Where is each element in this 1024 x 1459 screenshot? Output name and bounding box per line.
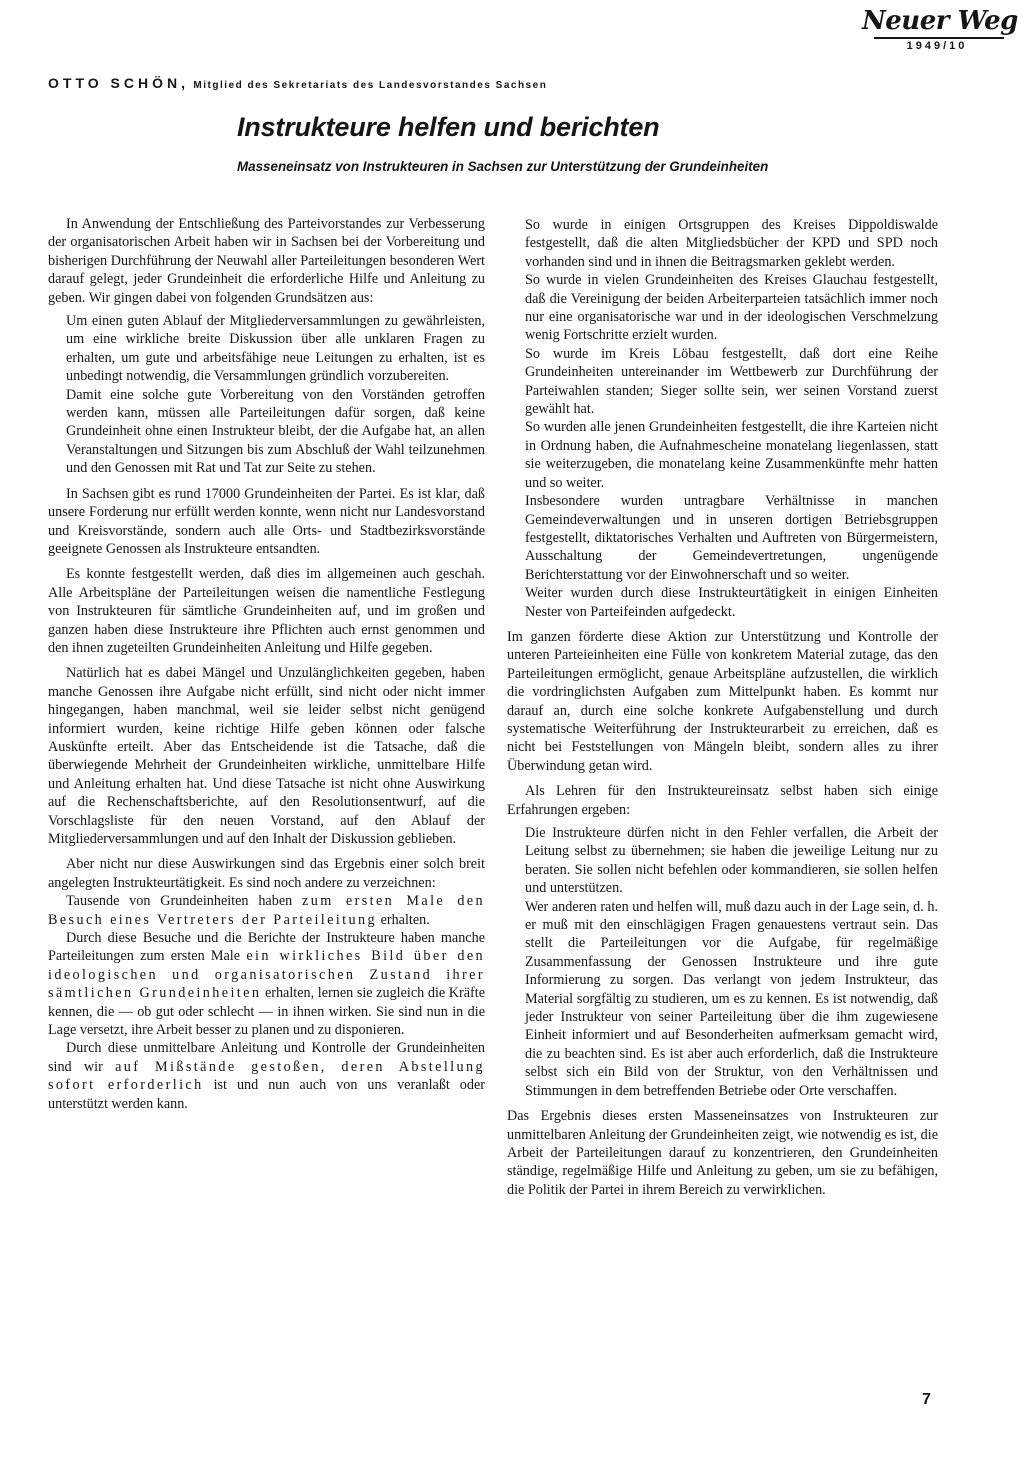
quote-paragraph: Weiter wurden durch diese Instrukteurtätigkeit in einigen Einheiten Nester von Parteifeinden aufgedeckt. bbox=[525, 585, 938, 620]
emphasized-text: zum ersten Male den Besuch eines Vertreters der Parteileitung bbox=[48, 893, 485, 928]
masthead bbox=[862, 6, 1018, 53]
article-column-left bbox=[48, 215, 485, 1113]
quote-paragraph: Damit eine solche gute Vorbereitung von den Vorständen getroffen werden kann, müssen alle Parteileitungen dafür sorgen, daß keine Grundeinheit ohne einen Instrukteur bleibt, der die Aufgabe hat, an allen Veranstaltungen und Sitzungen bis zum Abschluß der Wahl teilzunehmen und den Genossen mit Rat und Tat zur Seite zu stehen. bbox=[66, 386, 485, 477]
quote-paragraph: Die Instrukteure dürfen nicht in den Fehler verfallen, die Arbeit der Leitung selbst zu übernehmen; sie haben die jeweilige Leitung nur zu beraten. Sie sollen nicht befehlen oder kommandieren, sie sollen helfen und unterstützen. bbox=[525, 825, 938, 897]
paragraph: Es konnte festgestellt werden, daß dies im allgemeinen auch geschah. Alle Arbeitspläne der Parteileitungen weisen die namentliche Festlegung von Instrukteuren für sämtliche Grundeinheiten auf, und im großen und ganzen haben diese Instrukteure ihre Pflichten auch ernst genommen und den ihnen zugeteilten Grundeinheiten Anleitung und Hilfe gegeben. bbox=[48, 566, 485, 656]
quote-block bbox=[66, 312, 485, 478]
text-run: erhalten, lernen sie zugleich die Kräfte kennen, die — ob gut oder schlecht — in ihnen wirken. Sie sind nun in die Lage versetzt, ihre Arbeit besser zu planen und zu disponieren. bbox=[48, 985, 486, 1039]
quote-paragraph: So wurden alle jenen Grundeinheiten festgestellt, die ihre Karteien nicht in Ordnung haben, die Aufnahmescheine monatelang liegenlassen, statt sie weiterzugeben, die monatelang keine Zusammenkünfte mehr hatten und so weiter. bbox=[525, 419, 938, 491]
text-run: erhalten. bbox=[380, 911, 430, 928]
text-run: ist und nun auch von uns veranlaßt oder unterstützt werden kann. bbox=[48, 1077, 486, 1112]
article-headline: Instrukteure helfen und berichten bbox=[237, 112, 660, 142]
quote-paragraph: So wurde in vielen Grundeinheiten des Kreises Glauchau festgestellt, daß die Vereinigung der beiden Arbeiterparteien tatsächlich immer noch nur eine organisatorische war und in der ideologischen Verschmelzung wenig Fortschritte erzielt wurden. bbox=[525, 272, 938, 344]
quote-paragraph: Insbesondere wurden untragbare Verhältnisse in manchen Gemeindeverwaltungen und in unseren dortigen Betriebsgruppen festgestellt, diktatorisches Verhalten und Auftreten von Bürgermeistern, Ausschaltung der Gemeindevertretungen, ungenügende Berichterstattung vor der Einwohnerschaft und so weiter. bbox=[525, 493, 938, 583]
quote-paragraph: So wurde im Kreis Löbau festgestellt, daß dort eine Reihe Grundeinheiten untereinander im Wettbewerb zur Durchführung der Parteiwahlen standen; Sieger sollte sein, wer seinen Vorstand zuerst gewählt hat. bbox=[525, 345, 938, 418]
paragraph bbox=[48, 1039, 485, 1113]
quote-paragraph: Um einen guten Ablauf der Mitgliederversammlungen zu gewährleisten, um eine wirkliche breite Diskussion über alle unklaren Fragen zu erhalten, um gute und arbeitsfähige neue Leitungen zu erhalten, ist es unbedingt notwendig, die Versammlungen gründlich vorzubereiten. bbox=[66, 313, 485, 385]
paragraph: Im ganzen förderte diese Aktion zur Unterstützung und Kontrolle der unteren Parteieinheiten eine Fülle von konkretem Material zutage, das den Parteileitungen ermöglicht, genaue Arbeitspläne aufzustellen, die wirklich die vordringlichsten Aufgaben zum Mittelpunkt haben. Es kommt nur darauf an, durch eine solche konkrete Aufgabenstellung und durch systematische Weiterführung der Instrukteurarbeit zu erreichen, daß es nicht bei Feststellungen von Mängeln bleibt, sondern alles zu ihrer Überwindung getan wird. bbox=[507, 628, 938, 774]
emphasized-text: auf Mißstände gestoßen, deren Abstellung sofort erforderlich bbox=[48, 1058, 486, 1094]
page-number: 7 bbox=[922, 1391, 931, 1408]
paragraph bbox=[48, 892, 485, 929]
paragraph: Als Lehren für den Instrukteureinsatz selbst haben sich einige Erfahrungen ergeben: bbox=[507, 783, 938, 818]
paragraph: In Sachsen gibt es rund 17000 Grundeinheiten der Partei. Es ist klar, daß unsere Forderung nur erfüllt werden konnte, wenn nicht nur Landesvorstand und Kreisvorstände, sondern auch alle Orts- und Stadtbezirksvorstände geeignete Genossen als Instrukteure entsandten. bbox=[48, 485, 485, 557]
paragraph: In Anwendung der Entschließung des Parteivorstandes zur Verbesserung der organisatorischen Arbeit haben wir in Sachsen bei der Vorbereitung und bisherigen Durchführung der Neuwahl aller Parteileitungen besonderen Wert darauf gelegt, jeder Grundeinheit die erforderliche Hilfe und Anleitung zu geben. Wir gingen dabei von folgenden Grundsätzen aus: bbox=[48, 216, 485, 306]
article-column-right bbox=[507, 216, 938, 1199]
paragraph bbox=[48, 929, 485, 1039]
text-run: Tausende von Grundeinheiten haben bbox=[66, 893, 293, 910]
author-name: OTTO SCHÖN, bbox=[48, 75, 189, 91]
quote-paragraph: Wer anderen raten und helfen will, muß dazu auch in der Lage sein, d. h. er muß mit den einschlägigen Fragen genauestens vertraut sein. Das stellt die Parteileitungen vor die Aufgabe, für regelmäßige Zusammenfassung der Genossen Instrukteure und ihre gute Informierung zu sorgen. Das verlangt von jedem Instrukteur, das Material sorgfältig zu studieren, um es zu kennen. Es ist notwendig, daß jeder Instrukteur von seiner Parteileitung über die ihm zugewiesene Einheit informiert und auf Besonderheiten aufmerksam gemacht wird, die zu beachten sind. Es ist aber auch erforderlich, daß die Instrukteure selbst sich ein Bild von der Struktur, von den Verhältnissen und Stimmungen in dem betreffenden Betriebe oder Orte verschaffen. bbox=[525, 898, 938, 1099]
emphasized-text: ein wirkliches Bild über den ideologischen und organisatorischen Zustand ihrer sämtlichen Grundeinheiten bbox=[48, 948, 486, 1002]
quote-paragraph: So wurde in einigen Ortsgruppen des Kreises Dippoldiswalde festgestellt, daß die alten Mitgliedsbücher der KPD und SPD noch vorhanden sind und in ihnen die Beitragsmarken geklebt werden. bbox=[525, 217, 938, 270]
author-role: Mitglied des Sekretariats des Landesvorstandes Sachsen bbox=[193, 80, 548, 91]
byline bbox=[48, 75, 547, 93]
quote-block bbox=[525, 216, 938, 621]
paragraph: Natürlich hat es dabei Mängel und Unzulänglichkeiten gegeben, haben manche Genossen ihre Aufgabe nicht erfüllt, sind nicht oder nicht immer hingegangen, haben manchmal, weil sie leider selbst nicht genügend informiert wurden, keine richtige Hilfe geben können oder falsche Auskünfte erteilt. Aber das Entscheidende ist die Tatsache, daß die überwiegende Mehrheit der Grundeinheiten wirkliche, unmittelbare Hilfe und Anleitung erhalten hat. Und diese Tatsache ist nicht ohne Auswirkung auf die Rechenschaftsberichte, auf den Resolutionsentwurf, auf die Vorschlagsliste für den neuen Vorstand, auf den Ablauf der Mitgliederversammlungen und auf den Inhalt der Diskussion geblieben. bbox=[48, 665, 485, 847]
paragraph: Aber nicht nur diese Auswirkungen sind das Ergebnis einer solch breit angelegten Instrukteurtätigkeit. Es sind noch andere zu verzeichnen: bbox=[48, 856, 485, 891]
magazine-logo: Neuer Weg bbox=[862, 6, 1018, 36]
text-run: Durch diese unmittelbare Anleitung und Kontrolle der Grundeinheiten sind wir bbox=[48, 1040, 485, 1075]
text-run: Durch diese Besuche und die Berichte der Instrukteure haben manche Parteileitungen zum ersten Male bbox=[48, 930, 485, 965]
article-subheadline: Masseneinsatz von Instrukteuren in Sachsen zur Unterstützung der Grundeinheiten bbox=[237, 159, 769, 174]
paragraph: Das Ergebnis dieses ersten Masseneinsatzes von Instrukteuren zur unmittelbaren Anleitung der Grundeinheiten zeigt, wie notwendig es ist, die Arbeit der Parteileitungen darauf zu konzentrieren, den Grundeinheiten ständige, regelmäßige Hilfe und Anleitung zu geben, um sie zu befähigen, die Politik der Partei in ihrem Bereich zu verwirklichen. bbox=[507, 1108, 938, 1198]
issue-number: 1949/10 bbox=[906, 40, 968, 52]
quote-block bbox=[525, 824, 938, 1100]
